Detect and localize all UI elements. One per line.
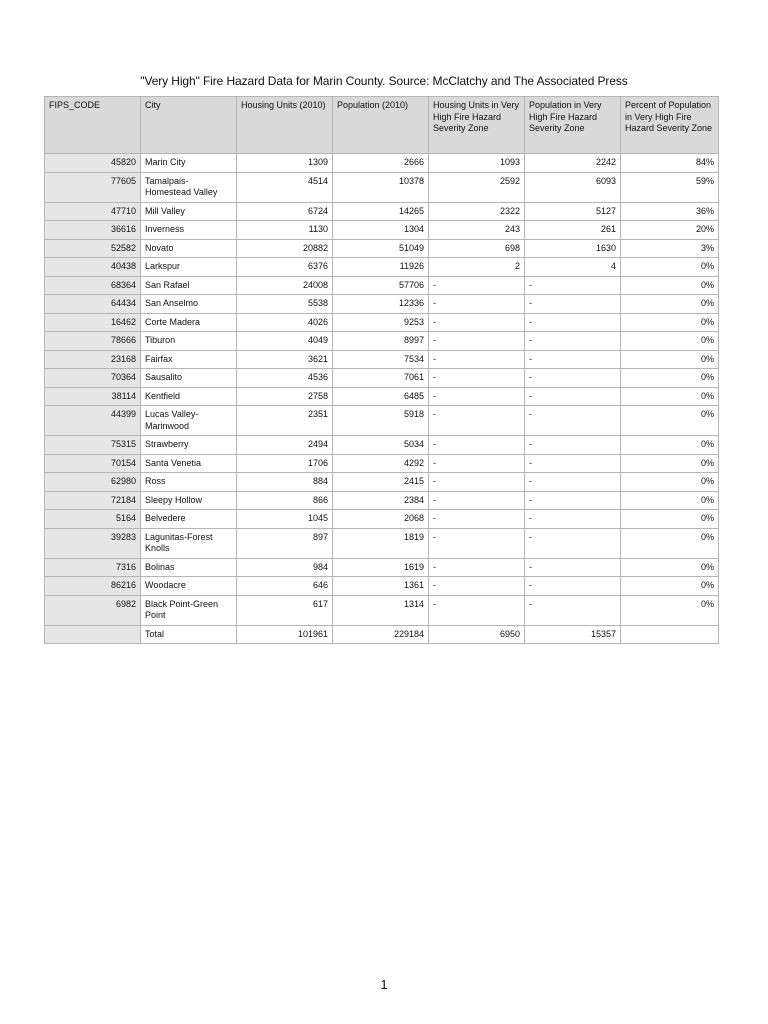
population-cell: 6485 bbox=[333, 387, 429, 406]
percent-population-high-hazard-cell: 0% bbox=[621, 577, 719, 596]
fips-code-cell: 64434 bbox=[45, 295, 141, 314]
fips-code-cell: 52582 bbox=[45, 239, 141, 258]
city-cell: Sausalito bbox=[141, 369, 237, 388]
fips-code-cell: 23168 bbox=[45, 350, 141, 369]
housing-units-cell: 984 bbox=[237, 558, 333, 577]
total-percent-cell bbox=[621, 625, 719, 644]
city-cell: Tiburon bbox=[141, 332, 237, 351]
population-cell: 10378 bbox=[333, 172, 429, 202]
page-title: "Very High" Fire Hazard Data for Marin County. Source: McClatchy and The Associated Press bbox=[140, 74, 628, 88]
percent-population-high-hazard-cell: 0% bbox=[621, 332, 719, 351]
housing-units-cell: 1045 bbox=[237, 510, 333, 529]
housing-units-cell: 646 bbox=[237, 577, 333, 596]
percent-population-high-hazard-cell: 0% bbox=[621, 258, 719, 277]
table-row bbox=[45, 172, 719, 202]
housing-units-cell: 1130 bbox=[237, 221, 333, 240]
fips-code-cell: 70364 bbox=[45, 369, 141, 388]
fips-code-cell: 70154 bbox=[45, 454, 141, 473]
housing-units-cell: 866 bbox=[237, 491, 333, 510]
population-cell: 2384 bbox=[333, 491, 429, 510]
percent-population-high-hazard-cell: 0% bbox=[621, 276, 719, 295]
housing-units-cell: 884 bbox=[237, 473, 333, 492]
percent-population-high-hazard-cell: 0% bbox=[621, 313, 719, 332]
housing-units-cell: 5538 bbox=[237, 295, 333, 314]
population-cell: 51049 bbox=[333, 239, 429, 258]
population-high-hazard-cell: - bbox=[525, 406, 621, 436]
fips-code-cell: 62980 bbox=[45, 473, 141, 492]
housing-units-cell: 2494 bbox=[237, 436, 333, 455]
percent-population-high-hazard-cell: 0% bbox=[621, 595, 719, 625]
fips-code-cell: 78666 bbox=[45, 332, 141, 351]
city-cell: Lagunitas-Forest Knolls bbox=[141, 528, 237, 558]
column-header-city: City bbox=[141, 97, 237, 154]
housing-units-high-hazard-cell: - bbox=[429, 454, 525, 473]
percent-population-high-hazard-cell: 0% bbox=[621, 558, 719, 577]
city-cell: Belvedere bbox=[141, 510, 237, 529]
total-population-high-hazard: 15357 bbox=[525, 625, 621, 644]
housing-units-cell: 6376 bbox=[237, 258, 333, 277]
table-row bbox=[45, 454, 719, 473]
housing-units-high-hazard-cell: 2322 bbox=[429, 202, 525, 221]
table-row bbox=[45, 491, 719, 510]
percent-population-high-hazard-cell: 0% bbox=[621, 406, 719, 436]
table-row bbox=[45, 202, 719, 221]
housing-units-high-hazard-cell: 1093 bbox=[429, 154, 525, 173]
housing-units-cell: 24008 bbox=[237, 276, 333, 295]
table-row bbox=[45, 473, 719, 492]
population-cell: 1314 bbox=[333, 595, 429, 625]
population-high-hazard-cell: 2242 bbox=[525, 154, 621, 173]
fips-code-cell: 72184 bbox=[45, 491, 141, 510]
population-high-hazard-cell: - bbox=[525, 295, 621, 314]
population-high-hazard-cell: - bbox=[525, 313, 621, 332]
city-cell: Santa Venetia bbox=[141, 454, 237, 473]
population-high-hazard-cell: - bbox=[525, 473, 621, 492]
population-cell: 1819 bbox=[333, 528, 429, 558]
total-fips-cell bbox=[45, 625, 141, 644]
page-number: 1 bbox=[380, 977, 388, 992]
population-high-hazard-cell: - bbox=[525, 387, 621, 406]
housing-units-high-hazard-cell: - bbox=[429, 528, 525, 558]
table-row bbox=[45, 276, 719, 295]
housing-units-cell: 1309 bbox=[237, 154, 333, 173]
population-high-hazard-cell: - bbox=[525, 528, 621, 558]
population-cell: 5918 bbox=[333, 406, 429, 436]
housing-units-high-hazard-cell: - bbox=[429, 595, 525, 625]
column-header-housing-units: Housing Units (2010) bbox=[237, 97, 333, 154]
percent-population-high-hazard-cell: 0% bbox=[621, 369, 719, 388]
table-row bbox=[45, 313, 719, 332]
city-cell: Kentfield bbox=[141, 387, 237, 406]
fips-code-cell: 6982 bbox=[45, 595, 141, 625]
housing-units-cell: 20882 bbox=[237, 239, 333, 258]
housing-units-cell: 897 bbox=[237, 528, 333, 558]
fips-code-cell: 45820 bbox=[45, 154, 141, 173]
population-high-hazard-cell: - bbox=[525, 350, 621, 369]
fips-code-cell: 5164 bbox=[45, 510, 141, 529]
city-cell: Fairfax bbox=[141, 350, 237, 369]
population-cell: 5034 bbox=[333, 436, 429, 455]
percent-population-high-hazard-cell: 0% bbox=[621, 528, 719, 558]
housing-units-high-hazard-cell: - bbox=[429, 387, 525, 406]
housing-units-high-hazard-cell: - bbox=[429, 276, 525, 295]
table-row bbox=[45, 510, 719, 529]
housing-units-high-hazard-cell: 243 bbox=[429, 221, 525, 240]
city-cell: San Rafael bbox=[141, 276, 237, 295]
column-header-population-high-hazard: Population in Very High Fire Hazard Severity Zone bbox=[525, 97, 621, 154]
population-cell: 14265 bbox=[333, 202, 429, 221]
housing-units-high-hazard-cell: - bbox=[429, 369, 525, 388]
table-row bbox=[45, 558, 719, 577]
housing-units-cell: 6724 bbox=[237, 202, 333, 221]
table-row bbox=[45, 332, 719, 351]
city-cell: Marin City bbox=[141, 154, 237, 173]
housing-units-high-hazard-cell: - bbox=[429, 350, 525, 369]
city-cell: Inverness bbox=[141, 221, 237, 240]
population-high-hazard-cell: 1630 bbox=[525, 239, 621, 258]
population-cell: 1304 bbox=[333, 221, 429, 240]
table-row bbox=[45, 295, 719, 314]
percent-population-high-hazard-cell: 0% bbox=[621, 491, 719, 510]
housing-units-high-hazard-cell: 2 bbox=[429, 258, 525, 277]
population-cell: 1619 bbox=[333, 558, 429, 577]
housing-units-high-hazard-cell: - bbox=[429, 510, 525, 529]
population-cell: 7061 bbox=[333, 369, 429, 388]
population-high-hazard-cell: 6093 bbox=[525, 172, 621, 202]
fips-code-cell: 38114 bbox=[45, 387, 141, 406]
population-high-hazard-cell: - bbox=[525, 369, 621, 388]
population-cell: 57706 bbox=[333, 276, 429, 295]
population-high-hazard-cell: 261 bbox=[525, 221, 621, 240]
percent-population-high-hazard-cell: 3% bbox=[621, 239, 719, 258]
column-header-percent-population-high-hazard: Percent of Population in Very High Fire Hazard Severity Zone bbox=[621, 97, 719, 154]
city-cell: Novato bbox=[141, 239, 237, 258]
population-cell: 8997 bbox=[333, 332, 429, 351]
population-high-hazard-cell: - bbox=[525, 510, 621, 529]
housing-units-high-hazard-cell: - bbox=[429, 332, 525, 351]
percent-population-high-hazard-cell: 84% bbox=[621, 154, 719, 173]
column-header-housing-units-high-hazard: Housing Units in Very High Fire Hazard Severity Zone bbox=[429, 97, 525, 154]
column-header-population: Population (2010) bbox=[333, 97, 429, 154]
housing-units-high-hazard-cell: 2592 bbox=[429, 172, 525, 202]
total-population: 229184 bbox=[333, 625, 429, 644]
housing-units-cell: 3621 bbox=[237, 350, 333, 369]
table-row bbox=[45, 577, 719, 596]
population-cell: 7534 bbox=[333, 350, 429, 369]
table-row bbox=[45, 369, 719, 388]
housing-units-cell: 1706 bbox=[237, 454, 333, 473]
housing-units-cell: 4049 bbox=[237, 332, 333, 351]
city-cell: Larkspur bbox=[141, 258, 237, 277]
population-cell: 9253 bbox=[333, 313, 429, 332]
population-high-hazard-cell: - bbox=[525, 595, 621, 625]
header-row bbox=[45, 97, 719, 154]
population-cell: 2415 bbox=[333, 473, 429, 492]
population-high-hazard-cell: - bbox=[525, 276, 621, 295]
table-row bbox=[45, 528, 719, 558]
table-row bbox=[45, 239, 719, 258]
fips-code-cell: 68364 bbox=[45, 276, 141, 295]
housing-units-high-hazard-cell: - bbox=[429, 577, 525, 596]
percent-population-high-hazard-cell: 36% bbox=[621, 202, 719, 221]
total-row bbox=[45, 625, 719, 644]
percent-population-high-hazard-cell: 20% bbox=[621, 221, 719, 240]
population-high-hazard-cell: - bbox=[525, 332, 621, 351]
housing-units-high-hazard-cell: - bbox=[429, 436, 525, 455]
fips-code-cell: 7316 bbox=[45, 558, 141, 577]
table-row bbox=[45, 436, 719, 455]
fips-code-cell: 47710 bbox=[45, 202, 141, 221]
housing-units-cell: 4536 bbox=[237, 369, 333, 388]
population-high-hazard-cell: 4 bbox=[525, 258, 621, 277]
population-high-hazard-cell: - bbox=[525, 436, 621, 455]
housing-units-high-hazard-cell: - bbox=[429, 491, 525, 510]
housing-units-cell: 4514 bbox=[237, 172, 333, 202]
housing-units-high-hazard-cell: - bbox=[429, 295, 525, 314]
population-cell: 2666 bbox=[333, 154, 429, 173]
percent-population-high-hazard-cell: 0% bbox=[621, 350, 719, 369]
housing-units-high-hazard-cell: - bbox=[429, 313, 525, 332]
table-row bbox=[45, 406, 719, 436]
table-row bbox=[45, 221, 719, 240]
percent-population-high-hazard-cell: 0% bbox=[621, 295, 719, 314]
population-cell: 11926 bbox=[333, 258, 429, 277]
fips-code-cell: 75315 bbox=[45, 436, 141, 455]
housing-units-high-hazard-cell: - bbox=[429, 473, 525, 492]
population-high-hazard-cell: - bbox=[525, 491, 621, 510]
city-cell: Woodacre bbox=[141, 577, 237, 596]
housing-units-high-hazard-cell: - bbox=[429, 558, 525, 577]
population-cell: 2068 bbox=[333, 510, 429, 529]
fips-code-cell: 39283 bbox=[45, 528, 141, 558]
city-cell: Tamalpais-Homestead Valley bbox=[141, 172, 237, 202]
housing-units-cell: 617 bbox=[237, 595, 333, 625]
city-cell: Corte Madera bbox=[141, 313, 237, 332]
city-cell: Strawberry bbox=[141, 436, 237, 455]
percent-population-high-hazard-cell: 0% bbox=[621, 436, 719, 455]
housing-units-high-hazard-cell: - bbox=[429, 406, 525, 436]
city-cell: Sleepy Hollow bbox=[141, 491, 237, 510]
table-row bbox=[45, 387, 719, 406]
population-cell: 4292 bbox=[333, 454, 429, 473]
city-cell: Ross bbox=[141, 473, 237, 492]
percent-population-high-hazard-cell: 0% bbox=[621, 473, 719, 492]
table-row bbox=[45, 350, 719, 369]
percent-population-high-hazard-cell: 59% bbox=[621, 172, 719, 202]
city-cell: Black Point-Green Point bbox=[141, 595, 237, 625]
population-high-hazard-cell: 5127 bbox=[525, 202, 621, 221]
city-cell: San Anselmo bbox=[141, 295, 237, 314]
fips-code-cell: 86216 bbox=[45, 577, 141, 596]
table-body bbox=[45, 154, 719, 626]
city-cell: Bolinas bbox=[141, 558, 237, 577]
city-cell: Mill Valley bbox=[141, 202, 237, 221]
table-row bbox=[45, 258, 719, 277]
percent-population-high-hazard-cell: 0% bbox=[621, 510, 719, 529]
population-cell: 12336 bbox=[333, 295, 429, 314]
table-row bbox=[45, 154, 719, 173]
fips-code-cell: 36616 bbox=[45, 221, 141, 240]
housing-units-cell: 2351 bbox=[237, 406, 333, 436]
fips-code-cell: 16462 bbox=[45, 313, 141, 332]
table-row bbox=[45, 595, 719, 625]
population-high-hazard-cell: - bbox=[525, 558, 621, 577]
fips-code-cell: 40438 bbox=[45, 258, 141, 277]
housing-units-cell: 2758 bbox=[237, 387, 333, 406]
fire-hazard-table bbox=[44, 96, 719, 644]
total-housing-units-high-hazard: 6950 bbox=[429, 625, 525, 644]
total-label: Total bbox=[141, 625, 237, 644]
population-high-hazard-cell: - bbox=[525, 454, 621, 473]
city-cell: Lucas Valley-Marinwood bbox=[141, 406, 237, 436]
housing-units-high-hazard-cell: 698 bbox=[429, 239, 525, 258]
percent-population-high-hazard-cell: 0% bbox=[621, 387, 719, 406]
column-header-fips-code: FIPS_CODE bbox=[45, 97, 141, 154]
fips-code-cell: 77605 bbox=[45, 172, 141, 202]
fips-code-cell: 44399 bbox=[45, 406, 141, 436]
percent-population-high-hazard-cell: 0% bbox=[621, 454, 719, 473]
total-housing-units: 101961 bbox=[237, 625, 333, 644]
population-high-hazard-cell: - bbox=[525, 577, 621, 596]
population-cell: 1361 bbox=[333, 577, 429, 596]
housing-units-cell: 4026 bbox=[237, 313, 333, 332]
